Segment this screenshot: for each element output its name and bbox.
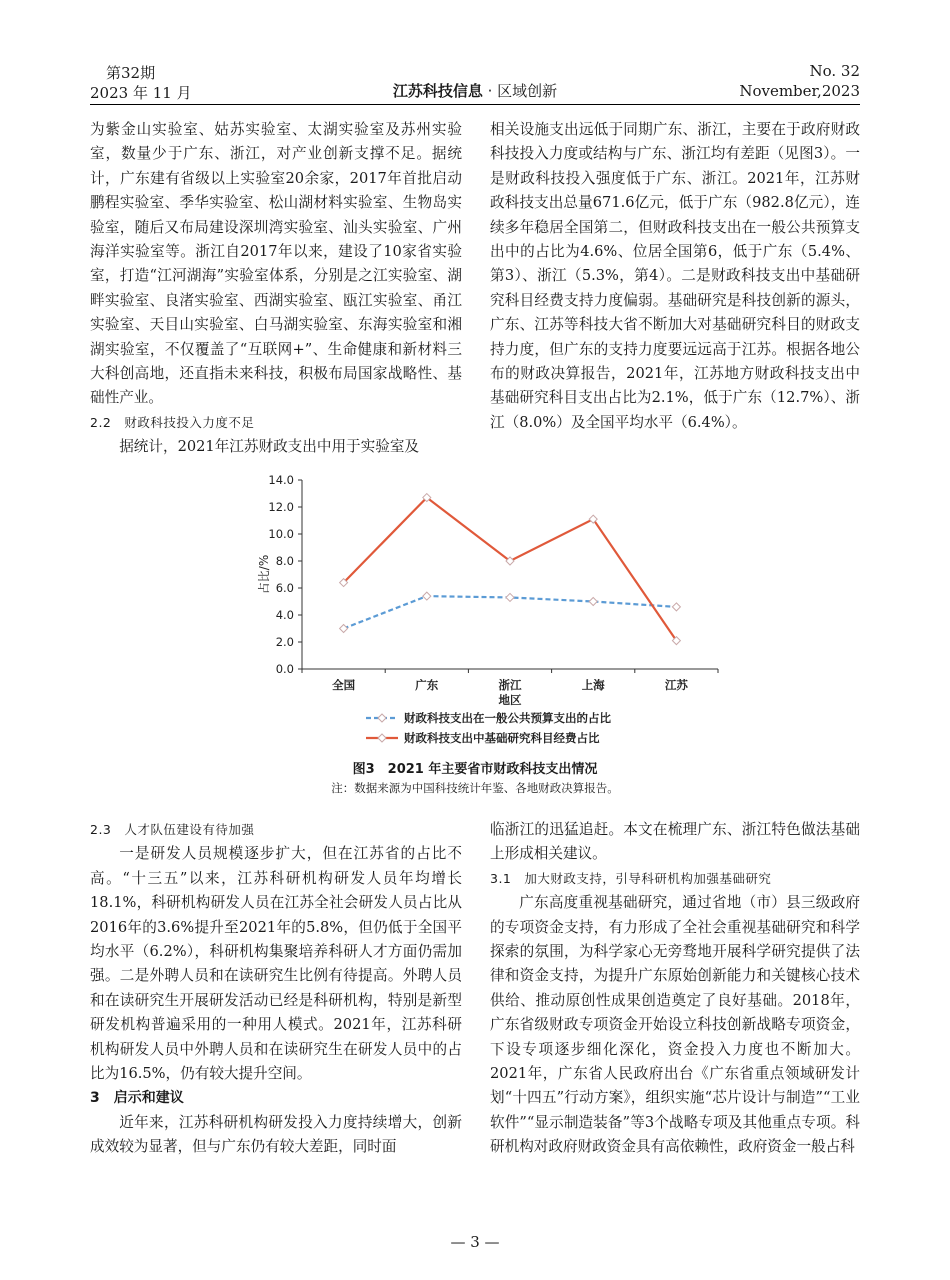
journal-section: · 区域创新 (487, 82, 558, 100)
x-tick-label: 江苏 (664, 678, 688, 692)
y-tick-label: 12.0 (268, 500, 294, 514)
x-axis-label: 地区 (498, 693, 522, 707)
data-point (506, 593, 514, 601)
issue-number: 第32期 (106, 64, 156, 82)
legend-label-2: 财政科技支出中基础研究科目经费占比 (404, 731, 600, 745)
data-point (423, 592, 431, 600)
issue-number-en: No. 32 (809, 62, 860, 80)
y-tick-label: 4.0 (275, 608, 294, 622)
y-tick-label: 8.0 (275, 554, 294, 568)
data-point (589, 598, 597, 606)
paragraph: 为紫金山实验室、姑苏实验室、太湖实验室及苏州实验室，数量少于广东、浙江，对产业创新支撑不足。据统计，广东建有省级以上实验室20余家，2017年首批启动鹏程实验室、季华实验室、松山湖材料实验室、生物岛实验室，随后又布局建设深圳湾实验室、汕头实验室、广州海洋实验室等。浙江自2017年以来，建设了10家省实验室，打造“江河湖海”实验室体系，分别是之江实验室、湖畔实验室、良渚实验室、西湖实验室、瓯江实验室、甬江实验室、天目山实验室、白马湖实验室、东海实验室和湘湖实验室，不仅覆盖了“互联网+”、生命健康和新材料三大科创高地，还直指未来科技，积极布局国家战略性、基础性产业。 (90, 121, 462, 407)
line-chart (210, 466, 730, 756)
legend-marker (378, 734, 386, 742)
y-tick-label: 14.0 (268, 473, 294, 487)
y-tick-label: 10.0 (268, 527, 294, 541)
right-column-top (490, 118, 860, 435)
y-tick-label: 2.0 (275, 635, 294, 649)
journal-name: 江苏科技信息 (392, 82, 483, 100)
y-tick-label: 0.0 (275, 662, 294, 676)
paragraph: 临浙江的迅猛追赶。本文在梳理广东、浙江特色做法基础上形成相关建议。 (490, 821, 860, 863)
legend-marker (378, 714, 386, 722)
paragraph: 广东高度重视基础研究，通过省地（市）县三级政府的专项资金支持，有力形成了全社会重视基础研究和科学探索的氛围，为科学家心无旁骛地开展科学研究提供了法律和资金支持，为提升广东原始创新能力和关键核心技术供给、推动原创性成果创造奠定了良好基础。2018年，广东省级财政专项资金开始设立科技创新战略专项资金，下设专项逐步细化深化，资金投入力度也不断加大。2021年，广东省人民政府出台《广东省重点领域研发计划“十四五”行动方案》，组织实施“芯片设计与制造”“工业软件”“显示制造装备”等3个战略专项及其他重点专项。科研机构对政府财政资金具有高依赖性，政府资金一般占科 (490, 894, 860, 1156)
section-heading-2-3: 2.3 人才队伍建设有待加强 (90, 822, 255, 837)
paragraph: 据统计，2021年江苏财政支出中用于实验室及 (119, 438, 420, 456)
paragraph: 近年来，江苏科研机构研发投入力度持续增大，创新成效较为显著，但与广东仍有较大差距，同时面 (90, 1113, 462, 1156)
section-heading-2-2: 2.2 财政科技投入力度不足 (90, 414, 255, 430)
left-column-top (90, 118, 462, 460)
figure-caption: 图3 2021 年主要省市财政科技支出情况 (352, 762, 598, 777)
y-axis-label: 占比/% (257, 554, 271, 595)
right-column-bottom (490, 818, 860, 1160)
header-rule (90, 104, 860, 105)
paragraph: 一是研发人员规模逐步扩大，但在江苏省的占比不高。“十三五”以来，江苏科研机构研发人员年均增长18.1%，科研机构研发人员在江苏全社会研发人员占比从2016年的3.6%提升至2021年的5.8%，但仍低于全国平均水平（6.2%），科研机构集聚培养科研人才方面仍需加强。二是外聘人员和在读研究生比例有待提高。外聘人员和在读研究生开展研发活动已经是科研机构，特别是新型研发机构普遍采用的一种用人模式。2021年，江苏科研机构研发人员中外聘人员和在读研究生在研发人员中的占比为16.5%，仍有较大提升空间。 (90, 845, 462, 1083)
x-tick-label: 全国 (332, 678, 356, 692)
paragraph: 相关设施支出远低于同期广东、浙江，主要在于政府财政科技投入力度或结构与广东、浙江均有差距（见图3）。一是财政科技投入强度低于广东、浙江。2021年，江苏财政科技支出总量671.6亿元，低于广东（982.8亿元），连续多年稳居全国第二，但财政科技支出在一般公共预算支出中的占比为4.6%、位居全国第6，低于广东（5.4%、第3）、浙江（5.3%，第4）。二是财政科技支出中基础研究科目经费支持力度偏弱。基础研究是科技创新的源头，广东、江苏等科技大省不断加大对基础研究科目的财政支持力度，但广东的支持力度要远远高于江苏。根据各地公布的财政决算报告，2021年，江苏地方财政科技支出中基础研究科目支出占比为2.1%，低于广东（12.7%）、浙江（8.0%）及全国平均水平（6.4%）。 (490, 121, 860, 431)
x-tick-label: 上海 (581, 678, 605, 692)
page-header (90, 58, 860, 106)
x-tick-label: 浙江 (498, 678, 522, 692)
left-column-bottom (90, 818, 462, 1160)
section-heading-3: 3 启示和建议 (90, 1090, 184, 1107)
legend-label-1: 财政科技支出在一般公共预算支出的占比 (404, 711, 611, 725)
y-tick-label: 6.0 (275, 581, 294, 595)
data-point (340, 625, 348, 633)
figure-note: 注：数据来源为中国科技统计年鉴、各地财政决算报告。 (331, 781, 619, 795)
x-tick-label: 广东 (415, 678, 439, 692)
data-point (672, 603, 680, 611)
series-line-2 (344, 498, 677, 641)
issue-date: 2023 年 11 月 (90, 84, 192, 102)
section-heading-3-1: 3.1 加大财政支持，引导科研机构加强基础研究 (490, 870, 772, 886)
issue-date-en: November,2023 (739, 82, 860, 100)
page-number: — 3 — (450, 1233, 500, 1251)
